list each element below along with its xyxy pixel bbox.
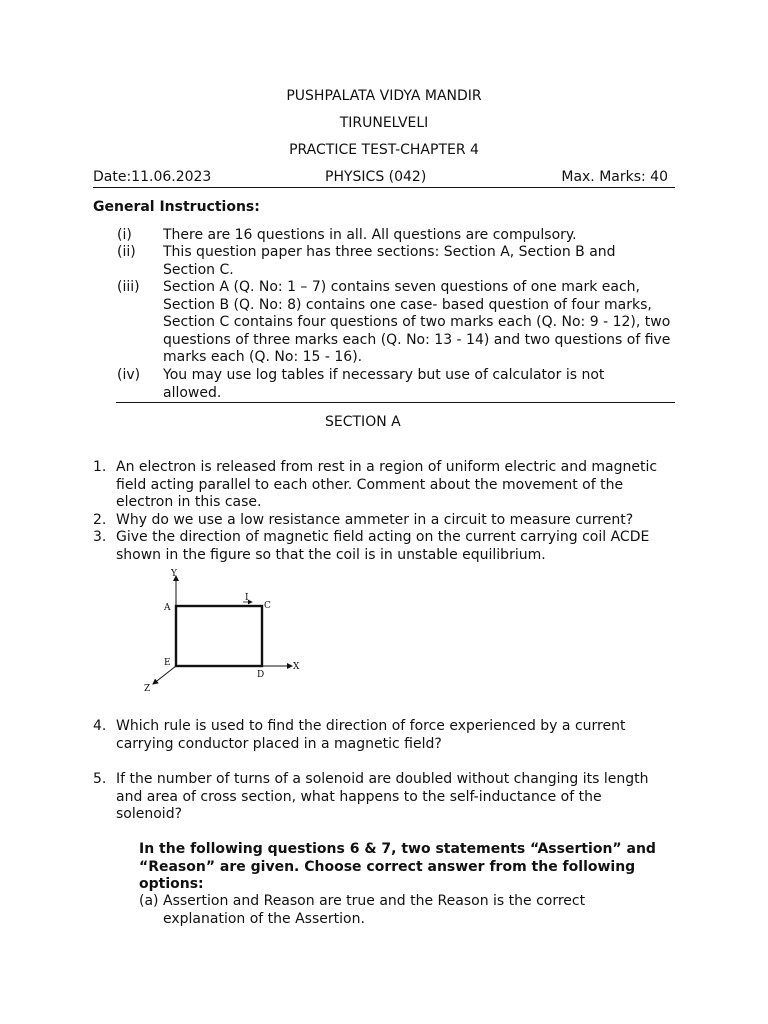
test-subject: PHYSICS (042)	[325, 169, 427, 185]
question-text: Why do we use a low resistance ammeter in a circuit to measure current?	[116, 512, 634, 528]
instruction-text: There are 16 questions in all. All questions are compulsory.	[163, 227, 577, 243]
instruction-num: (iv)	[117, 367, 141, 383]
school-city: TIRUNELVELI	[339, 115, 429, 131]
instruction-text: Section A (Q. No: 1 – 7) contains seven questions of one mark each, Section B (Q. No: 8) contains one case- based question of four marks, Section C contains four questions of two marks each (Q. No: 9 - 12), two questions of three marks each (Q. No: 13 - 14) and two questions of five marks each (Q. No: 15 - 16).	[163, 279, 671, 365]
header-divider	[93, 187, 675, 188]
label-e: E	[164, 658, 171, 668]
question-text: Which rule is used to find the direction of force experienced by a current carrying conductor placed in a magnetic field?	[116, 718, 626, 752]
instruction-num: (ii)	[117, 244, 136, 260]
instruction-text: This question paper has three sections: Section A, Section B and Section C.	[163, 244, 616, 278]
question-number: 5.	[93, 771, 107, 787]
z-axis	[153, 666, 176, 684]
label-z: Z	[144, 684, 151, 694]
label-i: I	[245, 593, 249, 603]
option-text: Assertion and Reason are true and the Reason is the correct explanation of the Assertion.	[163, 893, 586, 927]
option-label: (a)	[139, 893, 159, 909]
instruction-num: (i)	[117, 227, 132, 243]
question-text: Give the direction of magnetic field acting on the current carrying coil ACDE shown in the figure so that the coil is in unstable equilibrium.	[116, 529, 650, 563]
label-c: C	[264, 601, 271, 611]
section-a-title: SECTION A	[325, 414, 401, 430]
label-x: X	[293, 662, 300, 672]
test-date: Date:11.06.2023	[93, 169, 212, 185]
label-a: A	[164, 603, 171, 613]
label-y: Y	[171, 569, 177, 579]
max-marks: Max. Marks: 40	[561, 169, 668, 185]
instructions-divider	[116, 402, 675, 403]
test-title: PRACTICE TEST-CHAPTER 4	[289, 142, 479, 158]
assertion-instructions: In the following questions 6 & 7, two statements “Assertion” and “Reason” are given. Choose correct answer from the following options:	[139, 841, 656, 892]
question-number: 2.	[93, 512, 107, 528]
instructions-heading: General Instructions:	[93, 199, 260, 215]
question-number: 3.	[93, 529, 107, 545]
instruction-text: You may use log tables if necessary but use of calculator is not allowed.	[163, 367, 605, 401]
question-text: An electron is released from rest in a region of uniform electric and magnetic field acting parallel to each other. Comment about the movement of the electron in this case.	[116, 459, 658, 510]
question-number: 4.	[93, 718, 107, 734]
instruction-num: (iii)	[117, 279, 140, 295]
school-name: PUSHPALATA VIDYA MANDIR	[286, 88, 482, 104]
question-number: 1.	[93, 459, 107, 475]
coil-figure	[140, 566, 310, 696]
coil-acde	[176, 606, 262, 666]
question-text: If the number of turns of a solenoid are doubled without changing its length and area of cross section, what happens to the self-inductance of the solenoid?	[116, 771, 649, 822]
label-d: D	[257, 670, 265, 680]
